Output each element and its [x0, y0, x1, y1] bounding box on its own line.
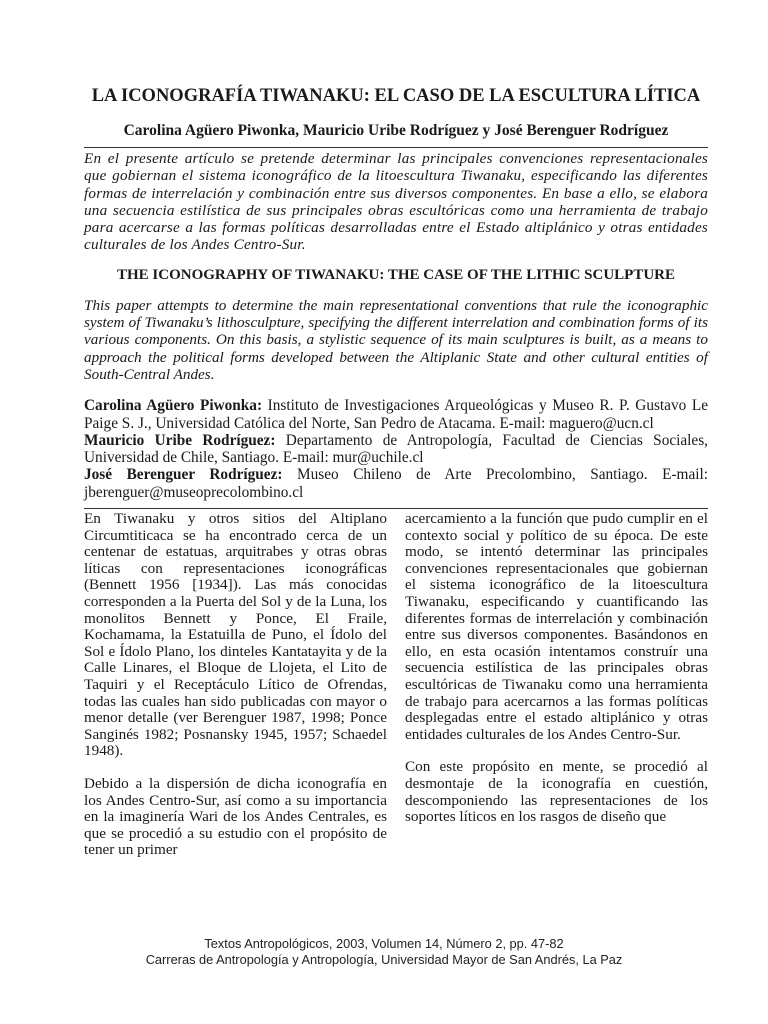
affiliation-uribe [84, 432, 708, 467]
body-paragraph: En Tiwanaku y otros sitios del Altiplano Circumtiticaca se ha encontrado cerca de un centenar de estatuas, arquitrabes y otras obras líticas con representaciones iconográficas (Bennett 1956 [1934]). Las más conocidas corresponden a la Puerta del Sol y de la Luna, los monolitos Bennett y Ponce, El Fraile, Kochamama, la Estatuilla de Puno, el Ídolo del Sol e Ídolo Plano, los dinteles Kantatayita y de la Calle Linares, el Bloque de Llojeta, el Lito de Taquiri y el Receptáculo Lítico de Ofrendas, todas las cuales han sido publicadas con mayor o menor detalle (ver Berenguer 1987, 1998; Ponce Sanginés 1982; Posnansky 1945, 1957; Schaedel 1948). [84, 510, 387, 760]
affiliation-aguero [84, 397, 708, 432]
affiliation-text: Instituto de Investigaciones Arqueológicas y Museo R. P. Gustavo Le Paige S. J., Universidad Católica del Norte, San Pedro de Atacama. E-mail: maguero@ucn.cl [84, 397, 708, 432]
affiliation-name: José Berenguer Rodríguez: [84, 466, 283, 484]
affiliation-text: Departamento de Antropología, Facultad de Ciencias Sociales, Universidad de Chile, Santiago. E-mail: mur@uchile.cl [84, 431, 708, 467]
author-list: Carolina Agüero Piwonka, Mauricio Uribe Rodríguez y José Berenguer Rodríguez [123, 122, 669, 139]
page-footer [0, 936, 768, 968]
body-column-right [405, 511, 708, 859]
body-paragraph: acercamiento a la función que pudo cumplir en el contexto social y político de su época. De este modo, se intentó determinar las principales convenciones representacionales que gobiernan el sistema iconográfico de la litoescultura Tiwanaku, especificando y cuantificando las diferentes formas de interrelación y combinación entre sus diversos componentes. Basándonos en ello, en esta ocasión intentamos construír una secuencia estilística de las principales obras escultóricas de Tiwanaku como una herramienta de trabajo para acercarnos a las formas políticas desplegadas entre el estado altiplánico y otras entidades culturales de los Andes Centro-Sur. [405, 510, 708, 743]
body-columns [84, 511, 708, 859]
footer-publisher: Carreras de Antropología y Antropología, Universidad Mayor de San Andrés, La Paz [145, 952, 623, 967]
affiliation-name: Carolina Agüero Piwonka: [84, 397, 263, 415]
affiliation-name: Mauricio Uribe Rodríguez: [84, 431, 276, 449]
divider-top [84, 147, 708, 148]
author-affiliations [84, 397, 708, 501]
body-paragraph: Con este propósito en mente, se procedió al desmontaje de la iconografía en cuestión, descomponiendo las representaciones de los soportes líticos en los rasgos de diseño que [405, 758, 708, 826]
article-title-en: THE ICONOGRAPHY OF TIWANAKU: THE CASE OF THE LITHIC SCULPTURE [116, 266, 675, 283]
divider-bottom [84, 508, 708, 509]
affiliation-berenguer [84, 466, 708, 501]
affiliation-text: Museo Chileno de Arte Precolombino, Santiago. E-mail: jberenguer@museoprecolombino.cl [84, 466, 708, 501]
footer-citation: Textos Antropológicos, 2003, Volumen 14, Número 2, pp. 47-82 [204, 936, 564, 951]
body-paragraph: Debido a la dispersión de dicha iconografía en los Andes Centro-Sur, así como a su importancia en la imaginería Wari de los Andes Centrales, es que se procedió a su estudio con el propósito de tener un primer [84, 774, 387, 859]
body-column-left [84, 511, 387, 859]
abstract-spanish: En el presente artículo se pretende determinar las principales convenciones representacionales que gobiernan el sistema iconográfico de la litoescultura Tiwanaku, especificando las diferentes formas de interrelación y combinación entre sus diversos componentes. En base a ello, se elabora una secuencia estilística de sus principales obras escultóricas como una herramienta de trabajo para acercarse a las formas políticas desarrolladas entre el Estado altiplánico y otras entidades culturales de los Andes Centro-Sur. [84, 150, 708, 254]
article-page [84, 86, 708, 859]
article-title-es: LA ICONOGRAFÍA TIWANAKU: EL CASO DE LA ESCULTURA LÍTICA [91, 86, 701, 106]
abstract-english: This paper attempts to determine the main representational conventions that rule the iconographic system of Tiwanaku’s lithosculpture, specifying the different interrelation and combination forms of its various components. On this basis, a stylistic sequence of its main sculptures is built, as a means to approach the political forms developed between the Altiplanic State and other cultural entities of South-Central Andes. [84, 296, 708, 383]
